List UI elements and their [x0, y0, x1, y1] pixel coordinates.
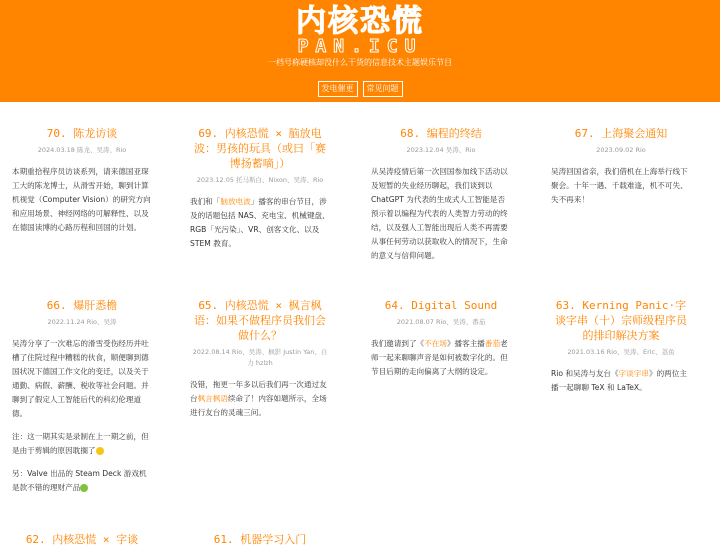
- host-link[interactable]: 番茄: [484, 339, 501, 348]
- episode-meta: 2021.08.07 Rio、吴涛、番茄: [396, 318, 486, 326]
- episode-card-64: [371, 298, 511, 388]
- site-tagline: 一档号称硬核却没什么干货的信息技术主题娱乐节目: [268, 58, 452, 67]
- logo-chinese: 内核恐慌: [296, 4, 424, 39]
- episode-title[interactable]: 64. Digital Sound: [384, 299, 498, 312]
- episode-title[interactable]: 62. 内核恐慌 × 字谈: [25, 533, 139, 546]
- episode-title[interactable]: 68. 编程的终结: [400, 127, 482, 140]
- episode-description: 我们和「脑放电波」播客的串台节目，涉及的话题包括 NAS、充电宝、机械键盘、RGB「光污染」、VR、创客文化、以及 STEM 教育。: [190, 197, 330, 248]
- episode-card-67: [551, 126, 691, 216]
- episode-card-66: [12, 298, 152, 504]
- episode-description: 吴涛分享了一次难忘的滑雪受伤经历并吐槽了住院过程中糟糕的伙食，顺便聊到德国状况下德国工作文化的变迁，以及关于通勤、病假、薪酬、税收等社会问题。并聊到了假定人工智能后代的科幻伦理道德。 注：这一期其实是录制在上一期之前，但是由于剪辑的原因耽搁了 另：Valve 出品的 Steam Deck 游戏机是款不错的理财产品: [12, 339, 149, 492]
- logo-english: PAN.ICU: [297, 36, 423, 57]
- episode-card-69: [190, 126, 330, 260]
- episode-title[interactable]: 61. 机器学习入门: [213, 533, 307, 546]
- site-logo[interactable]: [0, 5, 720, 55]
- podcast-link[interactable]: 不在场: [424, 339, 447, 348]
- podcast-link[interactable]: 脑放电波: [220, 197, 251, 206]
- episode-card-68: [371, 126, 511, 272]
- site-header: [0, 0, 720, 102]
- episode-title[interactable]: 66. 爆肝悉檐: [46, 299, 118, 312]
- episode-card-63: [551, 298, 691, 404]
- episode-meta: 2022.08.14 Rio、吴涛、枫影 Justin Yan、自力 hzlzh: [192, 348, 328, 367]
- donate-button[interactable]: 发电催更: [318, 81, 358, 97]
- episode-description: 没错，拖更一年多以后我们再一次通过友台枫言枫语续命了！内容如题所示，全场进行友台的灵魂三问。: [190, 380, 327, 417]
- episode-title[interactable]: 63. Kerning Panic·字谈字串（十）宗师级程序员的排印解决方案: [555, 299, 687, 342]
- episode-description: 本期重拾程序员访谈系列，请来德国亚琛工大的陈龙博士，从滑雪开始，聊到计算机视觉（Computer Vision）的研究方向和应用场景、神经网络的可解释性、以及在德国读博的心路历程和回国的计划。: [12, 167, 151, 232]
- episode-description: 吴涛回国省亲，我们借机在上海举行线下聚会。十年一遇、千载难逢，机不可失、失不再来！: [551, 167, 688, 204]
- money-mouth-emoji-icon: [80, 484, 88, 492]
- episode-description: 我们邀请到了《不在场》播客主播番茄老师一起来聊聊声音是如何被数字化的。但节目后期的走向偏离了大纲的设定。: [371, 339, 508, 376]
- episode-title[interactable]: 70. 陈龙访谈: [46, 127, 118, 140]
- episode-description: Rio 和吴涛与友台《字谈字串》的两位主播一起聊聊 TeX 和 LaTeX。: [551, 369, 687, 392]
- episode-title[interactable]: 67. 上海聚会通知: [574, 127, 668, 140]
- faq-button[interactable]: 常见问题: [363, 81, 403, 97]
- header-buttons: [0, 81, 720, 97]
- podcast-link[interactable]: 字谈字串: [618, 369, 649, 378]
- episode-description: 从吴涛疫情后第一次回国参加线下活动以及短暂的失业经历聊起，我们谈到以 ChatGPT 为代表的生成式人工智能是否预示着以编程为代表的人类智力劳动的终结，以及强人工智能出现后人类不再需要从事任何劳动以获取收入的情况下，生命的意义与信仰问题。: [371, 167, 508, 260]
- episode-title[interactable]: 65. 内核恐慌 × 枫言枫语：如果不做程序员我们会做什么？: [194, 299, 326, 342]
- podcast-link[interactable]: 枫言枫语: [197, 394, 228, 403]
- episode-meta: 2021.03.16 Rio、吴涛、Eric、荔鱼: [567, 348, 675, 356]
- episode-meta: 2023.12.05 托马斯白、Nixon、吴涛、Rio: [196, 176, 324, 184]
- episode-title[interactable]: 69. 内核恐慌 × 脑放电波：男孩的玩具（或曰「赛博扬蓄嘀」）: [194, 127, 326, 170]
- episode-meta: 2022.11.24 Rio、吴涛: [47, 318, 117, 326]
- episode-card-65: [190, 298, 330, 429]
- tongue-emoji-icon: [96, 447, 104, 455]
- episode-meta: 2024.03.18 陈龙、吴涛、Rio: [37, 146, 127, 154]
- episode-meta: 2023.09.02 Rio: [596, 146, 646, 154]
- episode-meta: 2023.12.04 吴涛、Rio: [406, 146, 476, 154]
- episode-card-70: [12, 126, 152, 244]
